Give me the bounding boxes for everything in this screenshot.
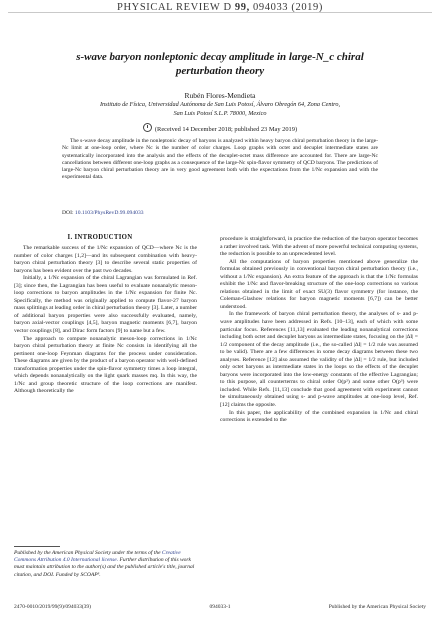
paragraph: procedure is straightforward, in practice the reduction of the baryon operator becomes a rather involved task. With the advent of more powerful technical computing systems, the reduction is possible to an unprecedented level.: [220, 236, 418, 258]
paragraph: In the framework of baryon chiral perturbation theory, the analyses of s- and p-wave amplitudes have been addressed in Refs. [10–13], each of which with some particular focus. References [11,13] evaluated the leading nonanalytical corrections including both octet and decuplet baryons as intermediate states, focusing on the |ΔI| = 1/2 component of the decay amplitude (i.e., the so-called |ΔI| = 1/2 rule was assumed to be valid). There are a few differences in some decay diagrams between these two analyses. Reference [12] also assumed the validity of the |ΔI| = 1/2 rule, but included only octet baryons as intermediate states in the loops so the effects of the decuplet baryons were incorporated into the low-energy constants of the effective Lagrangian; to this purpose, all counterterms to chiral order O(p²) and some other O(p³) were included. While Refs. [11,13] conclude that good agreement with experiment cannot be simultaneously obtained using s- and p-wave amplitudes at one-loop level, Ref. [12] claims the opposite.: [220, 311, 418, 409]
abstract-text: The s-wave decay amplitude in the nonleptonic decay of baryons is analyzed within heavy baryon chiral perturbation theory in the large-Nc limit at one-loop order, where Nc is the number of color charges. Loop graphs with octet and decuplet intermediate states are systematically incorporated into the analysis and the effects of the decuplet-octet mass difference are accounted for. There are large-Nc cancellations between different one-loop graphs as a consequence of the large-Nc spin-flavor symmetry of QCD baryons. The predictions of large-Nc baryon chiral perturbation theory are in very good agreement both with the expectations from the 1/Nc expansion and with the experimental data.: [62, 138, 378, 181]
journal-volume: 99,: [234, 2, 250, 13]
right-column: [220, 236, 418, 425]
title-line-1: s-wave baryon nonleptonic decay amplitude in large-N_c chiral: [76, 51, 364, 63]
footnote-text-1: Published by the American Physical Society under the terms of the: [14, 550, 162, 556]
paragraph: All the computations of baryon properties mentioned above generalize the formulas obtained previously in conventional baryon chiral perturbation theory (i.e., without a 1/Nc expansion). An extra feature of the approach is that the 1/Nc formulas exhibit the 1/Nc and flavor-breaking structure of the one-loop corrections so various relations obtained in the limit of exact SU(3) flavor symmetry (for instance, the Coleman-Glashow relations for baryon magnetic moments [6,7]) can be better understood.: [220, 258, 418, 310]
received-dates: [0, 123, 440, 133]
clock-icon: [143, 123, 152, 132]
paragraph: In this paper, the applicability of the combined expansion in 1/Nc and chiral corrections is extended to the: [220, 409, 418, 424]
affiliation-line-1: Instituto de Física, Universidad Autónoma de San Luis Potosí, Álvaro Obregón 64, Zona Centro,: [100, 101, 340, 108]
article-number: 094033 (2019): [253, 2, 323, 13]
title-line-2: perturbation theory: [175, 65, 265, 77]
abstract: [62, 138, 378, 182]
license-footnote: [14, 550, 197, 579]
footnote-text-2: Further distribution of this work must maintain attribution to the author(s) and the published article's title, journal citation, and DOI. Funded by SCOAP³.: [14, 557, 195, 578]
paragraph: The remarkable success of the 1/Nc expansion of QCD—where Nc is the number of color charges [1,2]—and its subsequent combination with heavy-baryon chiral perturbation theory [3] to describe several static properties of baryons has been evident over the past two decades.: [14, 245, 197, 274]
footnote-rule: [14, 546, 60, 547]
received-text: (Received 14 December 2018; published 23 May 2019): [154, 126, 298, 133]
doi: [62, 210, 144, 216]
footer-publisher: Published by the American Physical Society: [328, 604, 426, 610]
paper-title: [30, 50, 410, 78]
section-heading: I. INTRODUCTION: [67, 234, 133, 241]
paragraph: The approach to compute nonanalytic meson-loop corrections in 1/Nc baryon chiral perturbation theory at finite Nc consists in identifying all the pertinent one-loop Feynman diagrams for the process under consideration. These diagrams are given by the product of a baryon operator with well-defined transformation properties under the spin-flavor symmetry times a loop integral, which depends nonanalytically on the light quark masses mq. In this way, the 1/Nc and group theoretic structure of the loop corrections are manifest. Although theoretically the: [14, 335, 197, 395]
doi-label: DOI:: [62, 210, 74, 216]
footer-page-number: 094033-1: [209, 604, 231, 610]
header-rule: [8, 12, 432, 13]
footer-issn: 2470-0010/2019/99(9)/094033(39): [14, 604, 91, 610]
author-name: Rubén Flores-Mendieta: [184, 91, 256, 100]
paragraph: Initially, a 1/Nc expansion of the chiral Lagrangian was formulated in Ref. [3]; since then, the Lagrangian has been useful to evaluate nonanalytic meson-loop corrections to baryon amplitudes in the 1/Nc expansion for finite Nc. Specifically, the method was originally applied to compute flavor-27 baryon mass splittings at leading order in chiral perturbation theory [3]. Later, a number of additional baryon properties were also successfully evaluated, namely, baryon axial-vector couplings [4,5], baryon magnetic moments [6,7], baryon vector couplings [8], and Dirac form factors [9] to name but a few.: [14, 275, 197, 335]
affiliation: [30, 101, 410, 118]
doi-link[interactable]: 10.1103/PhysRevD.99.094033: [74, 210, 144, 216]
license-link[interactable]: Creative Commons Attribution 4.0 International license.: [14, 550, 181, 564]
journal-name: PHYSICAL REVIEW D: [117, 2, 232, 13]
affiliation-line-2: San Luis Potosí S.L.P. 78000, Mexico: [173, 109, 267, 117]
left-column: [14, 245, 197, 396]
